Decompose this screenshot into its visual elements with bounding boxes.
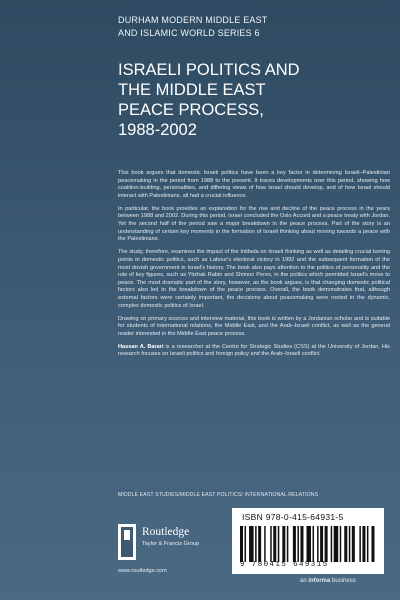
informa-prefix: an bbox=[300, 578, 309, 584]
barcode-bar bbox=[325, 526, 328, 562]
barcode-bar bbox=[313, 526, 315, 562]
blurb-paragraph-3: The study, therefore, examines the impact of the Intifada on Israeli thinking as well as detailing crucial turning points in domestic politics, such as Labour's electoral victory in 1992 and the subsequent formation of the most dovish government in Israel's history. The book also pays attention to the politics of personality and the role of key figures, such as Yitzhak Rabin and Shimon Peres, in the politics which permitted Israel's move to peace. The most dramatic part of the story, however, as the book argues, is that changing domestic political factors also led to the breakdown of the peace process. Overall, the book demonstrates that, although external factors were certainly important, the decisions about peacemaking were rooted in the dynamic, complex domestic politics of Israel. bbox=[118, 249, 390, 309]
subject-categories: MIDDLE EAST STUDIES/MIDDLE EAST POLITICS/ INTERNATIONAL RELATIONS bbox=[118, 492, 319, 498]
barcode-bar bbox=[317, 526, 319, 562]
publisher-block bbox=[118, 524, 228, 584]
barcode-icon bbox=[240, 526, 376, 562]
barcode-bar bbox=[240, 526, 243, 562]
publisher-name: Routledge bbox=[142, 526, 190, 538]
barcode-bar bbox=[245, 526, 247, 562]
barcode-bar bbox=[287, 526, 289, 562]
barcode-digits: 9 780415 649315 bbox=[240, 561, 329, 569]
series-line-2: AND ISLAMIC WORLD SERIES 6 bbox=[118, 28, 260, 38]
barcode-bar bbox=[340, 526, 342, 562]
author-bio bbox=[118, 344, 390, 359]
barcode-bar bbox=[349, 526, 351, 562]
title-line-2: THE MIDDLE EAST bbox=[118, 81, 266, 99]
barcode-bar bbox=[362, 526, 365, 562]
blurb-paragraph-1: This book argues that domestic Israeli politics have been a key factor in determining Israeli–Palestinian peacemaking in the period from 1988 to the present. It traces developments over this period, showing how coalition-building, personalities, and differing views of how Israel should develop, and of how Israel should interact with Palestinians, all had a crucial influence. bbox=[118, 170, 390, 199]
routledge-logo-icon bbox=[118, 524, 136, 560]
barcode-bar bbox=[300, 526, 303, 562]
barcode-bar bbox=[258, 526, 261, 562]
informa-tagline bbox=[300, 578, 356, 584]
author-name: Hassan A. Barari bbox=[118, 343, 164, 350]
blurb-paragraph-2: In particular, the book provides an explanation for the rise and decline of the peace process in the years between 1988 and 2002. During this period, Israel concluded the Oslo Accord and a peace treaty with Jordan. Yet the second half of the period saw a major breakdown in the peace process. Part of the story is an understanding of certain key moments in the formation of Israeli thinking about moving towards a peace with the Palestinians. bbox=[118, 205, 390, 243]
book-title bbox=[118, 60, 388, 140]
barcode-bar bbox=[255, 526, 257, 562]
barcode-bar bbox=[352, 526, 355, 562]
informa-suffix: business bbox=[330, 578, 356, 584]
barcode-bar bbox=[270, 526, 272, 562]
publisher-group: Taylor & Francis Group bbox=[142, 541, 200, 547]
barcode-bar bbox=[282, 526, 285, 562]
barcode-bar bbox=[331, 526, 333, 562]
barcode-panel bbox=[232, 508, 384, 574]
isbn-label: ISBN 978-0-415-64931-5 bbox=[242, 512, 344, 522]
barcode-bar bbox=[367, 526, 369, 562]
publisher-website: www.routledge.com bbox=[118, 568, 167, 574]
barcode-bar bbox=[371, 526, 374, 562]
barcode-bar bbox=[320, 526, 323, 562]
author-bio-text: is a researcher at the Centre for Strategic Studies (CSS) at the University of Jordan. His research focuses on Israeli politics and foreign policy and the Arab–Israeli conflict. bbox=[118, 343, 390, 358]
barcode-bar bbox=[344, 526, 347, 562]
barcode-bar bbox=[297, 526, 299, 562]
series-title bbox=[118, 14, 388, 40]
title-line-3: PEACE PROCESS, bbox=[118, 101, 264, 119]
barcode-bar bbox=[293, 526, 296, 562]
title-line-1: ISRAELI POLITICS AND bbox=[118, 61, 300, 79]
barcode-bar bbox=[264, 526, 266, 562]
barcode-bar bbox=[306, 526, 311, 562]
barcode-bar bbox=[278, 526, 280, 562]
barcode-bar bbox=[334, 526, 339, 562]
blurb bbox=[118, 170, 390, 365]
barcode-bar bbox=[273, 526, 276, 562]
barcode-bar bbox=[359, 526, 361, 562]
barcode-bar bbox=[249, 526, 254, 562]
informa-brand: informa bbox=[308, 578, 331, 584]
series-line-1: DURHAM MODERN MIDDLE EAST bbox=[118, 15, 268, 25]
blurb-paragraph-4: Drawing on primary sources and interview material, this book is written by a Jordanian scholar and is suitable for students of international relations, the Middle East, and the Arab–Israeli conflict, as well as the general reader interested in the Middle East peace process. bbox=[118, 315, 390, 337]
title-line-4: 1988-2002 bbox=[118, 121, 197, 139]
